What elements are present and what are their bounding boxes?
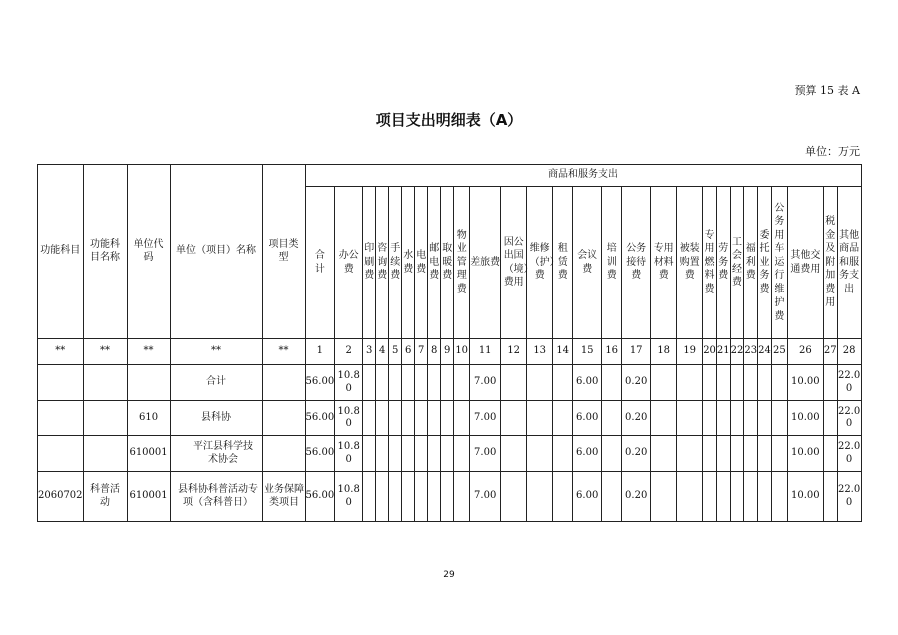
- index-num: 24: [758, 339, 772, 365]
- cell-unit-name: 平江县科学技术协会: [170, 436, 262, 472]
- cell-total: 56.00: [305, 472, 335, 522]
- cell-total: 56.00: [305, 401, 335, 436]
- index-num: 14: [553, 339, 573, 365]
- header-sub-28: 其他商品和服务支出: [837, 187, 861, 339]
- cell-unit-name: 县科协: [170, 401, 262, 436]
- header-sub-17: 公务接待费: [622, 187, 651, 339]
- index-num: 17: [622, 339, 651, 365]
- cell-reception: 0.20: [622, 365, 651, 401]
- page-number: 29: [443, 570, 455, 580]
- cell-meeting: 6.00: [573, 436, 602, 472]
- index-star: **: [83, 339, 127, 365]
- header-sub-24: 委托业务费: [758, 187, 772, 339]
- cell-func-code: [38, 436, 84, 472]
- index-num: 15: [573, 339, 602, 365]
- index-num: 9: [441, 339, 454, 365]
- index-num: 8: [428, 339, 441, 365]
- header-sub-25: 公务用车运行维护费: [771, 187, 787, 339]
- header-sub-26: 其他交通费用: [787, 187, 823, 339]
- cell-office: 10.80: [335, 436, 363, 472]
- index-num: 19: [677, 339, 703, 365]
- header-sub-22: 工会经费: [730, 187, 744, 339]
- header-sub-4: 咨询费: [376, 187, 389, 339]
- cell-total: 56.00: [305, 436, 335, 472]
- cell-total: 56.00: [305, 365, 335, 401]
- header-sub-27: 税金及附加费用: [823, 187, 837, 339]
- header-unit-code: 单位代码: [127, 165, 170, 339]
- cell-func-name: [83, 365, 127, 401]
- cell-func-code: [38, 365, 84, 401]
- header-sub-16: 培训费: [602, 187, 622, 339]
- header-sub-10: 物业管理费: [454, 187, 470, 339]
- index-num: 11: [470, 339, 501, 365]
- index-num: 21: [716, 339, 730, 365]
- cell-other: 22.00: [837, 365, 861, 401]
- header-sub-9: 取暖费: [441, 187, 454, 339]
- index-num: 26: [787, 339, 823, 365]
- cell-unit-code: 610001: [127, 436, 170, 472]
- table-row: [38, 472, 862, 522]
- index-num: 16: [602, 339, 622, 365]
- index-num: 23: [744, 339, 758, 365]
- cell-unit-name: 合计: [170, 365, 262, 401]
- table-row: [38, 365, 862, 401]
- header-sub-7: 电费: [415, 187, 428, 339]
- header-func-code: 功能科目: [38, 165, 84, 339]
- header-sub-12: 因公出国（境）费用: [501, 187, 527, 339]
- cell-func-code: 2060702: [38, 472, 84, 522]
- cell-unit-code: 610: [127, 401, 170, 436]
- header-func-name: 功能科目名称: [83, 165, 127, 339]
- table-row: [38, 401, 862, 436]
- index-num: 13: [527, 339, 553, 365]
- index-num: 4: [376, 339, 389, 365]
- cell-travel: 7.00: [470, 401, 501, 436]
- index-num: 5: [389, 339, 402, 365]
- cell-reception: 0.20: [622, 436, 651, 472]
- header-sub-11: 差旅费: [470, 187, 501, 339]
- header-sub-6: 水费: [402, 187, 415, 339]
- header-sub-18: 专用材料费: [651, 187, 677, 339]
- header-proj-type: 项目类型: [262, 165, 305, 339]
- header-row-group: [38, 165, 862, 187]
- index-star: **: [38, 339, 84, 365]
- header-sub-19: 被装购置费: [677, 187, 703, 339]
- cell-unit-code: 610001: [127, 472, 170, 522]
- header-goods-services: 商品和服务支出: [305, 165, 861, 187]
- index-num: 12: [501, 339, 527, 365]
- cell-other: 22.00: [837, 436, 861, 472]
- cell-office: 10.80: [335, 472, 363, 522]
- index-num: 2: [335, 339, 363, 365]
- cell-func-name: 科普活动: [83, 472, 127, 522]
- index-num: 25: [771, 339, 787, 365]
- header-sub-3: 印刷费: [363, 187, 376, 339]
- cell-other-transport: 10.00: [787, 401, 823, 436]
- index-star: **: [170, 339, 262, 365]
- cell-travel: 7.00: [470, 436, 501, 472]
- cell-proj-type: 业务保障类项目: [262, 472, 305, 522]
- cell-proj-type: [262, 436, 305, 472]
- cell-other: 22.00: [837, 401, 861, 436]
- index-num: 18: [651, 339, 677, 365]
- header-sub-23: 福利费: [744, 187, 758, 339]
- cell-meeting: 6.00: [573, 401, 602, 436]
- header-sub-2: 办公费: [335, 187, 363, 339]
- header-sub-1: 合计: [305, 187, 335, 339]
- cell-travel: 7.00: [470, 472, 501, 522]
- index-num: 28: [837, 339, 861, 365]
- cell-meeting: 6.00: [573, 365, 602, 401]
- cell-other-transport: 10.00: [787, 436, 823, 472]
- cell-proj-type: [262, 365, 305, 401]
- cell-func-name: [83, 401, 127, 436]
- cell-proj-type: [262, 401, 305, 436]
- cell-other: 22.00: [837, 472, 861, 522]
- header-sub-20: 专用燃料费: [703, 187, 717, 339]
- index-num: 27: [823, 339, 837, 365]
- index-num: 3: [363, 339, 376, 365]
- cell-travel: 7.00: [470, 365, 501, 401]
- header-sub-21: 劳务费: [716, 187, 730, 339]
- index-num: 1: [305, 339, 335, 365]
- cell-unit-code: [127, 365, 170, 401]
- index-num: 7: [415, 339, 428, 365]
- index-star: **: [127, 339, 170, 365]
- unit-label: 单位：万元: [805, 145, 860, 158]
- header-sub-14: 租赁费: [553, 187, 573, 339]
- cell-office: 10.80: [335, 401, 363, 436]
- index-num: 6: [402, 339, 415, 365]
- cell-reception: 0.20: [622, 472, 651, 522]
- header-sub-5: 手续费: [389, 187, 402, 339]
- header-sub-15: 会议费: [573, 187, 602, 339]
- table-row: [38, 436, 862, 472]
- cell-reception: 0.20: [622, 401, 651, 436]
- page-title: 项目支出明细表（A）: [375, 111, 523, 129]
- index-row: [38, 339, 862, 365]
- index-star: **: [262, 339, 305, 365]
- header-unit-name: 单位（项目）名称: [170, 165, 262, 339]
- index-num: 20: [703, 339, 717, 365]
- cell-other-transport: 10.00: [787, 472, 823, 522]
- index-num: 10: [454, 339, 470, 365]
- cell-meeting: 6.00: [573, 472, 602, 522]
- cell-unit-name: 县科协科普活动专项（含科普日）: [170, 472, 262, 522]
- form-number: 预算 15 表 A: [794, 84, 860, 97]
- cell-office: 10.80: [335, 365, 363, 401]
- header-sub-8: 邮电费: [428, 187, 441, 339]
- header-sub-13: 维修（护）费: [527, 187, 553, 339]
- expenditure-table: [37, 164, 862, 522]
- cell-func-name: [83, 436, 127, 472]
- cell-other-transport: 10.00: [787, 365, 823, 401]
- cell-func-code: [38, 401, 84, 436]
- index-num: 22: [730, 339, 744, 365]
